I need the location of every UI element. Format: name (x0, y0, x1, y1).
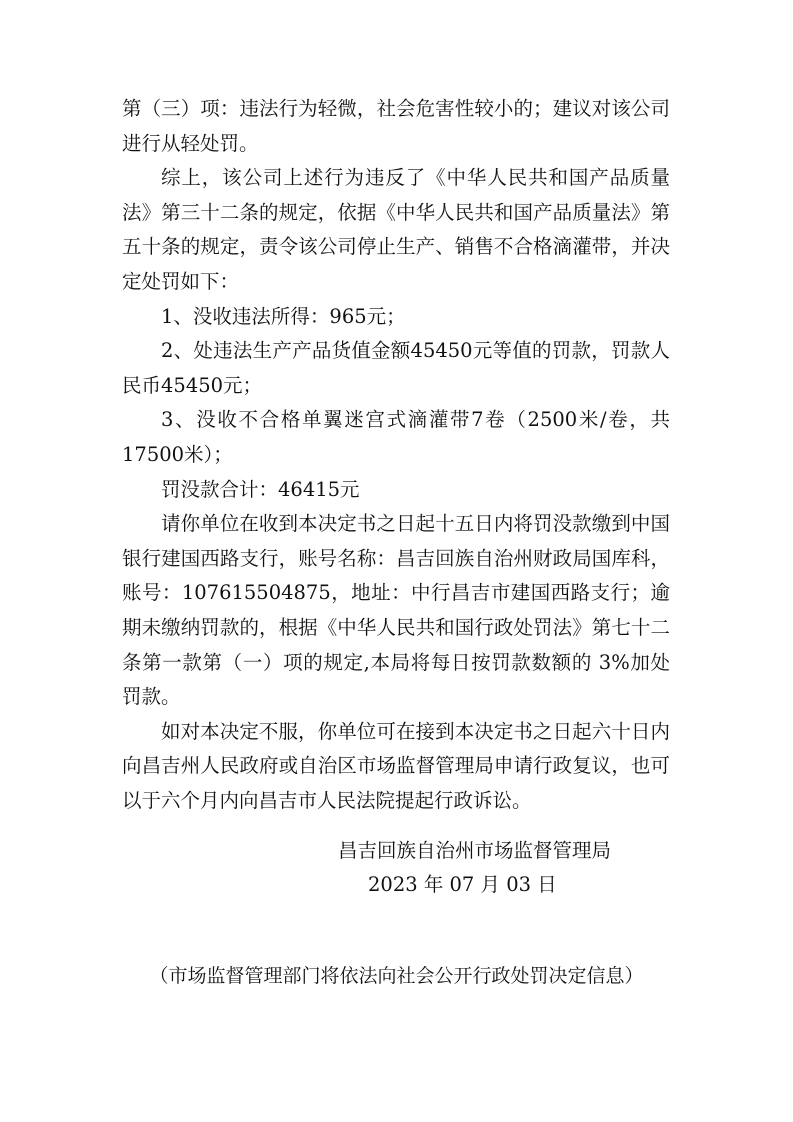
public-disclosure-notice: （市场监督管理部门将依法向社会公开行政处罚决定信息） (149, 965, 644, 987)
decision-body (122, 92, 670, 818)
issuing-authority: 昌吉回族自治州市场监督管理局 (338, 839, 612, 862)
issue-date: 2023 年 07 月 03 日 (368, 873, 557, 896)
penalty-total: 罚没款合计：46415元 (161, 477, 360, 501)
payment-instructions: 请你单位在收到本决定书之日起十五日内将罚没款缴到中国银行建国西路支行，账号名称：昌吉回族自治州财政局国库科，账号：107615504875，地址：中行昌吉市建国西路支行；逾期未缴纳罚款的，根据《中华人民共和国行政处罚法》第七十二条第一款第（一）项的规定,本局将每日按罚款数额的 3%加处罚款。 (122, 512, 670, 709)
penalty-item-1: 1、没收违法所得：965元； (161, 304, 406, 328)
signature-block (338, 834, 611, 902)
appeal-rights: 如对本决定不服，你单位可在接到本决定书之日起六十日内向昌吉州人民政府或自治区市场监督管理局申请行政复议，也可以于六个月内向昌吉市人民法院提起行政诉讼。 (122, 719, 670, 812)
penalty-item-2: 2、处违法生产产品货值金额45450元等值的罚款，罚款人民币45450元； (122, 339, 670, 397)
paragraph-penalty-basis: 第（三）项：违法行为轻微，社会危害性较小的；建议对该公司进行从轻处罚。 (122, 97, 670, 155)
paragraph-conclusion: 综上，该公司上述行为违反了《中华人民共和国产品质量法》第三十二条的规定，依据《中华人民共和国产品质量法》第五十条的规定，责令该公司停止生产、销售不合格滴灌带，并决定处罚如下： (122, 166, 670, 293)
penalty-item-3: 3、没收不合格单翼迷宫式滴灌带7卷（2500米/卷，共17500米）； (122, 408, 670, 466)
